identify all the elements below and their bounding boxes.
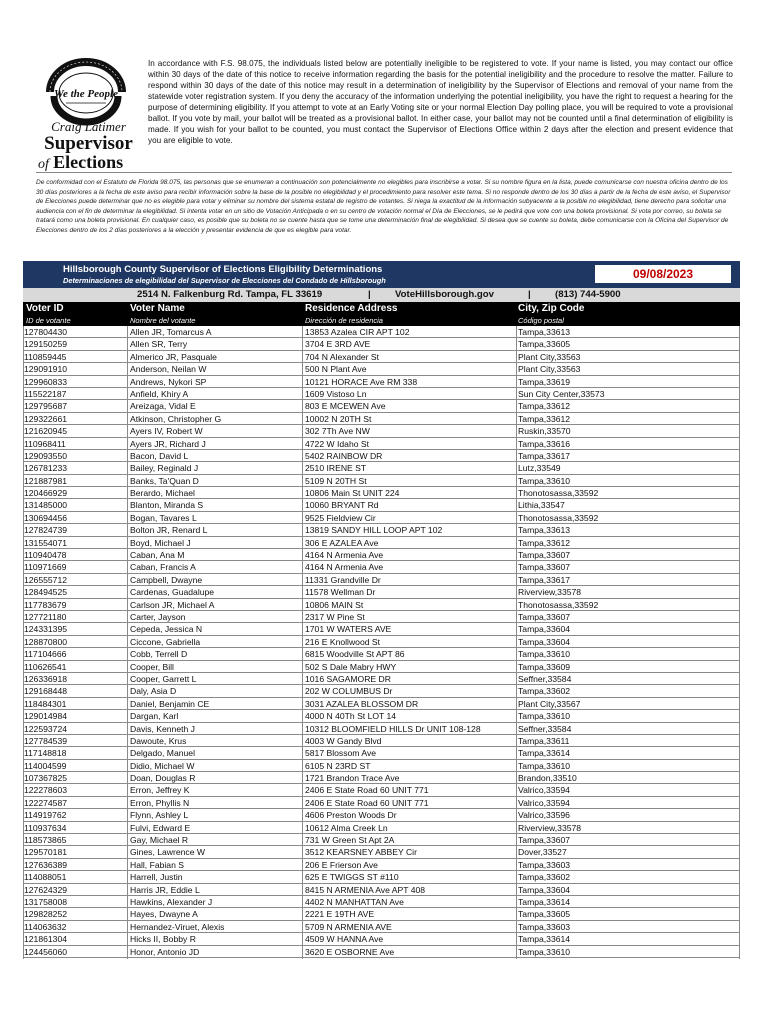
cell-city-zip: Brandon,33510 xyxy=(518,773,577,784)
cell-address: 202 W COLUMBUS Dr xyxy=(305,686,393,697)
cell-city-zip: Tampa,33603 xyxy=(518,921,571,932)
cell-voter-name: Caban, Ana M xyxy=(130,550,185,561)
cell-voter-id: 115522187 xyxy=(24,388,67,399)
cell-city-zip: Tampa,33607 xyxy=(518,611,571,622)
cell-city-zip: Plant City,33563 xyxy=(518,364,581,375)
cell-city-zip: Tampa,33610 xyxy=(518,649,571,660)
cell-city-zip: Tampa,33612 xyxy=(518,413,571,424)
table-row xyxy=(23,784,740,796)
cell-voter-name: Delgado, Manuel xyxy=(130,748,195,759)
cell-city-zip: Plant City,33567 xyxy=(518,698,581,709)
table-row xyxy=(23,723,740,735)
cell-city-zip: Tampa,33612 xyxy=(518,401,571,412)
cell-address: 13819 SANDY HILL LOOP APT 102 xyxy=(305,525,443,536)
cell-voter-name: Carlson JR, Michael A xyxy=(130,599,215,610)
table-row xyxy=(23,747,740,759)
cell-voter-id: 126336918 xyxy=(24,673,68,684)
cell-voter-id: 117104666 xyxy=(24,649,67,660)
cell-address: 4509 W HANNA Ave xyxy=(305,934,384,945)
cell-address: 11578 Wellman Dr xyxy=(305,587,376,598)
logo-title-supervisor: Supervisor xyxy=(44,133,133,154)
cell-voter-id: 110937634 xyxy=(24,822,67,833)
cell-address: 4606 Preston Woods Dr xyxy=(305,810,397,821)
separator: | xyxy=(368,289,371,300)
cell-address: 803 E MCEWEN Ave xyxy=(305,401,386,412)
banner-subtitle: Determinaciones de elegibilidad del Supervisor de Elecciones del Condado de Hillsborough xyxy=(63,276,386,285)
cell-city-zip: Tampa,33605 xyxy=(518,909,571,920)
table-row xyxy=(23,896,740,908)
cell-voter-name: Boyd, Michael J xyxy=(130,537,191,548)
cell-voter-name: Gay, Michael R xyxy=(130,835,189,846)
cell-city-zip: Tampa,33619 xyxy=(518,376,571,387)
table-border xyxy=(516,326,517,959)
cell-voter-name: Gines, Lawrence W xyxy=(130,847,205,858)
cell-city-zip: Tampa,33605 xyxy=(518,339,571,350)
supervisor-name: Craig Latimer xyxy=(51,119,126,134)
cell-voter-name: Blanton, Miranda S xyxy=(130,500,204,511)
cell-voter-name: Berardo, Michael xyxy=(130,488,195,499)
cell-voter-name: Cardenas, Guadalupe xyxy=(130,587,215,598)
cell-city-zip: Tampa,33604 xyxy=(518,884,571,895)
cell-address: 13853 Azalea CIR APT 102 xyxy=(305,327,410,337)
table-row xyxy=(23,338,740,350)
cell-city-zip: Tampa,33607 xyxy=(518,835,571,846)
cell-voter-name: Flynn, Ashley L xyxy=(130,810,189,821)
cell-city-zip: Tampa,33603 xyxy=(518,859,571,870)
table-row xyxy=(23,611,740,623)
table-row xyxy=(23,846,740,858)
cell-voter-name: Erron, Phyllis N xyxy=(130,797,190,808)
cell-city-zip: Ruskin,33570 xyxy=(518,426,571,437)
cell-city-zip: Tampa,33614 xyxy=(518,748,571,759)
col-city-zip: City, Zip Code xyxy=(518,303,585,314)
cell-address: 625 E TWIGGS ST #110 xyxy=(305,872,399,883)
cell-city-zip: Tampa,33612 xyxy=(518,537,571,548)
cell-voter-name: Didio, Michael W xyxy=(130,760,195,771)
cell-voter-name: Daly, Asia D xyxy=(130,686,177,697)
table-header xyxy=(23,302,740,326)
table-border xyxy=(127,326,128,959)
cell-voter-id: 124456060 xyxy=(24,946,68,957)
cell-voter-id: 127784539 xyxy=(24,735,68,746)
cell-address: 1016 SAGAMORE DR xyxy=(305,673,391,684)
cell-city-zip: Tampa,33604 xyxy=(518,636,571,647)
cell-address: 2406 E State Road 60 UNIT 771 xyxy=(305,785,429,796)
cell-address: 500 N Plant Ave xyxy=(305,364,367,375)
cell-city-zip: Riverview,33578 xyxy=(518,587,582,598)
cell-city-zip: Thonotosassa,33592 xyxy=(518,599,599,610)
cell-city-zip: Lutz,33549 xyxy=(518,463,561,474)
col-voter-id-sub: ID de votante xyxy=(26,316,71,325)
cell-address: 5402 RAINBOW DR xyxy=(305,450,383,461)
table-row xyxy=(23,462,740,474)
cell-voter-name: Harris JR, Eddie L xyxy=(130,884,200,895)
separator: | xyxy=(528,289,531,300)
table-row xyxy=(23,933,740,945)
cell-voter-id: 107367825 xyxy=(24,773,68,784)
cell-address: 10612 Alma Creek Ln xyxy=(305,822,388,833)
table-row xyxy=(23,487,740,499)
cell-address: 3512 KEARSNEY ABBEY Cir xyxy=(305,847,417,858)
table-row xyxy=(23,376,740,388)
logo-wordmark xyxy=(36,120,141,172)
table-row xyxy=(23,326,740,338)
cell-address: 3620 E OSBORNE Ave xyxy=(305,946,395,957)
cell-voter-id: 129570181 xyxy=(24,847,68,858)
cell-address: 10806 MAIN St xyxy=(305,599,364,610)
table-row xyxy=(23,698,740,710)
cell-voter-id: 122593724 xyxy=(24,723,68,734)
table-row xyxy=(23,834,740,846)
cell-address: 704 N Alexander St xyxy=(305,351,380,362)
table-row xyxy=(23,908,740,920)
cell-city-zip: Tampa,33610 xyxy=(518,946,571,957)
cell-voter-name: Caban, Francis A xyxy=(130,562,196,573)
cell-address: 5709 N ARMENIA AVE xyxy=(305,921,392,932)
table-row xyxy=(23,438,740,450)
cell-address: 502 S Dale Mabry HWY xyxy=(305,661,397,672)
cell-address: 2221 E 19TH AVE xyxy=(305,909,375,920)
cell-voter-name: Cooper, Bill xyxy=(130,661,174,672)
table-row xyxy=(23,661,740,673)
cell-voter-id: 117783679 xyxy=(24,599,67,610)
cell-voter-id: 126781233 xyxy=(24,463,68,474)
table-row xyxy=(23,859,740,871)
cell-city-zip: Thonotosassa,33592 xyxy=(518,512,599,523)
cell-voter-name: Anderson, Neilan W xyxy=(130,364,207,375)
table-row xyxy=(23,710,740,722)
cell-voter-name: Davis, Kenneth J xyxy=(130,723,195,734)
cell-voter-id: 129093550 xyxy=(24,450,68,461)
cell-city-zip: Valrico,33596 xyxy=(518,810,570,821)
col-address: Residence Address xyxy=(305,303,398,314)
cell-city-zip: Seffner,33584 xyxy=(518,723,572,734)
cell-voter-id: 129960833 xyxy=(24,376,68,387)
cell-voter-id: 129168448 xyxy=(24,686,68,697)
table-row xyxy=(23,648,740,660)
table-row xyxy=(23,685,740,697)
cell-voter-name: Dawoute, Krus xyxy=(130,735,187,746)
cell-voter-id: 131554071 xyxy=(24,537,68,548)
cell-voter-id: 126555712 xyxy=(24,574,68,585)
col-voter-name-sub: Nombre del votante xyxy=(130,316,196,325)
cell-voter-id: 120466929 xyxy=(24,488,68,499)
cell-address: 731 W Green St Apt 2A xyxy=(305,835,395,846)
cell-address: 10060 BRYANT Rd xyxy=(305,500,379,511)
cell-voter-name: Fulvi, Edward E xyxy=(130,822,191,833)
cell-voter-name: Erron, Jeffrey K xyxy=(130,785,190,796)
cell-address: 5109 N 20TH St xyxy=(305,475,367,486)
seal-text: We the People xyxy=(54,88,118,100)
cell-voter-id: 128494525 xyxy=(24,587,68,598)
cell-city-zip: Valrico,33594 xyxy=(518,797,570,808)
banner-title: Hillsborough County Supervisor of Elections Eligibility Determinations xyxy=(63,264,383,275)
cell-voter-id: 127624329 xyxy=(24,884,68,895)
cell-voter-id: 128870800 xyxy=(24,636,68,647)
cell-city-zip: Seffner,33584 xyxy=(518,673,572,684)
cell-voter-id: 121887981 xyxy=(24,475,68,486)
cell-voter-id: 129091910 xyxy=(24,364,68,375)
cell-voter-id: 118484301 xyxy=(24,698,67,709)
cell-voter-name: Anfield, Khiry A xyxy=(130,388,189,399)
website-link: VoteHillsborough.gov xyxy=(395,289,494,300)
voter-table-body xyxy=(23,326,740,958)
cell-voter-id: 110626541 xyxy=(24,661,67,672)
table-row xyxy=(23,499,740,511)
cell-address: 4000 N 40Th St LOT 14 xyxy=(305,711,397,722)
cell-voter-id: 110859445 xyxy=(24,351,67,362)
cell-address: 10806 Main St UNIT 224 xyxy=(305,488,400,499)
cell-address: 5817 Blossom Ave xyxy=(305,748,377,759)
table-row xyxy=(23,388,740,400)
table-row xyxy=(23,586,740,598)
cell-voter-id: 122274587 xyxy=(24,797,68,808)
cell-city-zip: Tampa,33607 xyxy=(518,550,571,561)
table-row xyxy=(23,623,740,635)
cell-address: 3031 AZALEA BLOSSOM DR xyxy=(305,698,419,709)
cell-voter-name: Bailey, Reginald J xyxy=(130,463,199,474)
cell-voter-name: Andrews, Nykori SP xyxy=(130,376,207,387)
cell-voter-name: Daniel, Benjamin CE xyxy=(130,698,210,709)
table-row xyxy=(23,809,740,821)
cell-address: 2317 W Pine St xyxy=(305,611,365,622)
cell-address: 4003 W Gandy Blvd xyxy=(305,735,382,746)
table-row xyxy=(23,400,740,412)
table-row xyxy=(23,946,740,958)
seal-logo xyxy=(40,56,132,126)
cell-voter-name: Honor, Antonio JD xyxy=(130,946,200,957)
cell-voter-name: Allen SR, Terry xyxy=(130,339,188,350)
cell-voter-id: 127804430 xyxy=(24,327,68,337)
cell-voter-id: 129828252 xyxy=(24,909,68,920)
cell-voter-name: Cobb, Terrell D xyxy=(130,649,188,660)
cell-address: 216 E Knollwood St xyxy=(305,636,381,647)
table-row xyxy=(23,537,740,549)
table-border xyxy=(23,326,24,959)
phone-number: (813) 744-5900 xyxy=(555,289,621,300)
cell-address: 11331 Grandville Dr xyxy=(305,574,381,585)
cell-city-zip: Tampa,33610 xyxy=(518,711,571,722)
cell-address: 4722 W Idaho St xyxy=(305,438,370,449)
cell-city-zip: Dover,33527 xyxy=(518,847,567,858)
table-row xyxy=(23,735,740,747)
table-row xyxy=(23,524,740,536)
cell-voter-name: Cepeda, Jessica N xyxy=(130,624,203,635)
table-row xyxy=(23,760,740,772)
cell-address: 6105 N 23RD ST xyxy=(305,760,371,771)
cell-voter-id: 110940478 xyxy=(24,550,67,561)
cell-voter-id: 127721180 xyxy=(24,611,67,622)
cell-voter-id: 127636389 xyxy=(24,859,68,870)
cell-address: 3704 E 3RD AVE xyxy=(305,339,371,350)
table-row xyxy=(23,475,740,487)
cell-address: 1701 W WATERS AVE xyxy=(305,624,392,635)
cell-address: 2510 IRENE ST xyxy=(305,463,367,474)
cell-voter-name: Allen JR, Tomarcus A xyxy=(130,327,212,337)
cell-city-zip: Riverview,33578 xyxy=(518,822,582,833)
cell-city-zip: Tampa,33602 xyxy=(518,686,571,697)
cell-voter-name: Ciccone, Gabriella xyxy=(130,636,201,647)
cell-voter-id: 114004599 xyxy=(24,760,67,771)
cell-city-zip: Tampa,33604 xyxy=(518,624,571,635)
cell-voter-id: 131758008 xyxy=(24,896,68,907)
cell-city-zip: Tampa,33617 xyxy=(518,450,571,461)
notice-spanish: De conformidad con el Estatuto de Florida 98.075, las personas que se enumeran a continuación son potencialmente no elegibles para inscribirse a votar. Si su nombre figura en la lista, puede comunicarse con nuestra oficina dentro de los 30 días posteriores a la fecha de este aviso para recibir información sobre la base de la posible no elegibilidad y el procedimiento para resolver este tema. Si no responde dentro de los 30 días a partir de la fecha de este aviso, el Supervisor de Elecciones puede determinar que no es elegible para votar y eliminar su nombre del sistema estatal de registro de votantes. Si niega la exactitud de la información subyacente a la posible no elegibilidad, tiene derecho para solicitar una audiencia con el fin de determinar la elegibilidad. Si intenta votar en un sitio de Votación Anticipada o en su centro de votación normal el Día de Elecciones, se le pedirá que vote con una boleta provisional. Si vota por correo, su boleta se tratará como una boleta provisional. En cualquier caso, es posible que su boleta no se cuente hasta que se tome una determinación final de elegibilidad. Si desea que se cuente su boleta, debe comunicarse con la Oficina del Supervisor de Elecciones dentro de los 2 días posteriores a la elección y presentar evidencia de que es elegible para votar. xyxy=(36,179,731,234)
logo-title-elections: of Elections xyxy=(38,152,124,172)
table-row xyxy=(23,512,740,524)
cell-city-zip: Thonotosassa,33592 xyxy=(518,488,599,499)
table-row xyxy=(23,884,740,896)
table-row xyxy=(23,561,740,573)
table-row xyxy=(23,772,740,784)
table-row xyxy=(23,636,740,648)
cell-voter-id: 110971669 xyxy=(24,562,67,573)
cell-voter-id: 129014984 xyxy=(24,711,68,722)
cell-voter-name: Atkinson, Christopher G xyxy=(130,413,222,424)
cell-city-zip: Plant City,33563 xyxy=(518,351,581,362)
cell-city-zip: Tampa,33610 xyxy=(518,760,571,771)
table-row xyxy=(23,363,740,375)
cell-address: 1721 Brandon Trace Ave xyxy=(305,773,400,784)
cell-address: 206 E Frierson Ave xyxy=(305,859,378,870)
cell-address: 4164 N Armenia Ave xyxy=(305,550,384,561)
table-row xyxy=(23,425,740,437)
table-border xyxy=(302,326,303,959)
col-voter-name: Voter Name xyxy=(130,303,185,314)
cell-city-zip: Tampa,33613 xyxy=(518,525,571,536)
cell-voter-id: 124331395 xyxy=(24,624,68,635)
cell-voter-id: 122278603 xyxy=(24,785,68,796)
cell-voter-id: 110968411 xyxy=(24,438,66,449)
contact-bar xyxy=(23,288,740,302)
cell-city-zip: Tampa,33610 xyxy=(518,475,571,486)
cell-city-zip: Tampa,33614 xyxy=(518,896,571,907)
cell-address: 9525 Fieldview Cir xyxy=(305,512,376,523)
cell-address: 4402 N MANHATTAN Ave xyxy=(305,896,404,907)
cell-voter-id: 127824739 xyxy=(24,525,68,536)
col-voter-id: Voter ID xyxy=(26,303,64,314)
cell-voter-id: 129150259 xyxy=(24,339,68,350)
col-city-zip-sub: Código postal xyxy=(518,316,564,325)
cell-voter-id: 118573865 xyxy=(24,835,67,846)
cell-city-zip: Tampa,33611 xyxy=(518,735,570,746)
cell-address: 10002 N 20TH St xyxy=(305,413,372,424)
cell-voter-name: Harrell, Justin xyxy=(130,872,183,883)
cell-voter-name: Areizaga, Vidal E xyxy=(130,401,196,412)
cell-city-zip: Tampa,33614 xyxy=(518,934,571,945)
cell-voter-name: Ayers JR, Richard J xyxy=(130,438,206,449)
cell-city-zip: Tampa,33609 xyxy=(518,661,571,672)
cell-voter-name: Bolton JR, Renard L xyxy=(130,525,208,536)
table-row xyxy=(23,599,740,611)
cell-voter-id: 114063632 xyxy=(24,921,67,932)
table-row xyxy=(23,673,740,685)
cell-voter-id: 121620945 xyxy=(24,426,68,437)
cell-city-zip: Tampa,33616 xyxy=(518,438,571,449)
cell-voter-id: 130694456 xyxy=(24,512,68,523)
cell-voter-id: 114919762 xyxy=(24,810,67,821)
cell-voter-name: Bacon, David L xyxy=(130,450,189,461)
cell-voter-name: Hayes, Dwayne A xyxy=(130,909,198,920)
cell-address: 10312 BLOOMFIELD HILLS Dr UNIT 108-128 xyxy=(305,723,481,734)
cell-voter-id: 129795687 xyxy=(24,401,68,412)
cell-voter-name: Hicks II, Bobby R xyxy=(130,934,196,945)
table-row xyxy=(23,797,740,809)
cell-address: 6815 Woodville St APT 86 xyxy=(305,649,405,660)
cell-voter-name: Dargan, Karl xyxy=(130,711,179,722)
divider xyxy=(36,172,732,173)
cell-city-zip: Tampa,33607 xyxy=(518,562,571,573)
table-border xyxy=(739,326,740,959)
cell-address: 10121 HORACE Ave RM 338 xyxy=(305,376,418,387)
cell-voter-id: 121861304 xyxy=(24,934,68,945)
cell-voter-id: 117148818 xyxy=(24,748,67,759)
cell-city-zip: Lithia,33547 xyxy=(518,500,565,511)
table-row xyxy=(23,351,740,363)
cell-city-zip: Valrico,33594 xyxy=(518,785,570,796)
cell-voter-name: Hawkins, Alexander J xyxy=(130,896,213,907)
cell-city-zip: Tampa,33617 xyxy=(518,574,571,585)
cell-city-zip: Tampa,33613 xyxy=(518,327,571,337)
table-row xyxy=(23,921,740,933)
cell-voter-id: 114088051 xyxy=(24,872,67,883)
cell-city-zip: Sun City Center,33573 xyxy=(518,388,605,399)
cell-address: 302 7Th Ave NW xyxy=(305,426,370,437)
cell-voter-name: Hall, Fabian S xyxy=(130,859,184,870)
cell-voter-name: Campbell, Dwayne xyxy=(130,574,203,585)
cell-voter-name: Banks, Ta'Quan D xyxy=(130,475,199,486)
title-banner xyxy=(23,261,740,288)
cell-voter-id: 131485000 xyxy=(24,500,68,511)
cell-voter-name: Hernandez-Viruet, Alexis xyxy=(130,921,225,932)
cell-address: 306 E AZALEA Ave xyxy=(305,537,379,548)
cell-voter-name: Bogan, Tavares L xyxy=(130,512,197,523)
cell-voter-name: Almerico JR, Pasquale xyxy=(130,351,217,362)
cell-city-zip: Tampa,33602 xyxy=(518,872,571,883)
table-row xyxy=(23,871,740,883)
table-row xyxy=(23,450,740,462)
cell-voter-name: Carter, Jayson xyxy=(130,611,186,622)
cell-voter-id: 129322661 xyxy=(24,413,68,424)
cell-voter-name: Ayers IV, Robert W xyxy=(130,426,203,437)
table-row xyxy=(23,413,740,425)
cell-address: 4164 N Armenia Ave xyxy=(305,562,384,573)
cell-voter-name: Cooper, Garrett L xyxy=(130,673,197,684)
table-row xyxy=(23,574,740,586)
office-address: 2514 N. Falkenburg Rd. Tampa, FL 33619 xyxy=(137,289,323,300)
cell-address: 8415 N ARMENIA Ave APT 408 xyxy=(305,884,426,895)
cell-address: 2406 E State Road 60 UNIT 771 xyxy=(305,797,429,808)
col-address-sub: Dirección de residencia xyxy=(305,316,383,325)
notice-date: 09/08/2023 xyxy=(595,265,731,283)
table-row xyxy=(23,822,740,834)
cell-address: 1609 Vistoso Ln xyxy=(305,388,367,399)
notice-english: In accordance with F.S. 98.075, the individuals listed below are potentially ineligible to be registered to vote. If your name is listed, you may contact our office within 30 days of the date of this notice to receive information regarding the basis for the potential ineligibility and the procedure to resolve the matter. Failure to respond within 30 days of the date of this notice may result in a determination of ineligibility by the Supervisor of Elections and removal of your name from the statewide voter registration system. If you deny the accuracy of the information underlying the potential ineligibility, you have the right to request a hearing for the purpose of determining eligibility. If you attempt to vote at an Early Voting site or your normal Election Day polling place, you will be required to vote a provisional ballot. If you vote by mail, your ballot will be treated as a provisional ballot. In either case, your ballot may not be counted until a final determination of eligibility is made. If you wish for your ballot to be counted, you must contact the Supervisor of Elections Office within 2 days after the election and present evidence that you are eligible to vote. xyxy=(148,59,733,145)
table-row xyxy=(23,549,740,561)
cell-voter-name: Doan, Douglas R xyxy=(130,773,196,784)
